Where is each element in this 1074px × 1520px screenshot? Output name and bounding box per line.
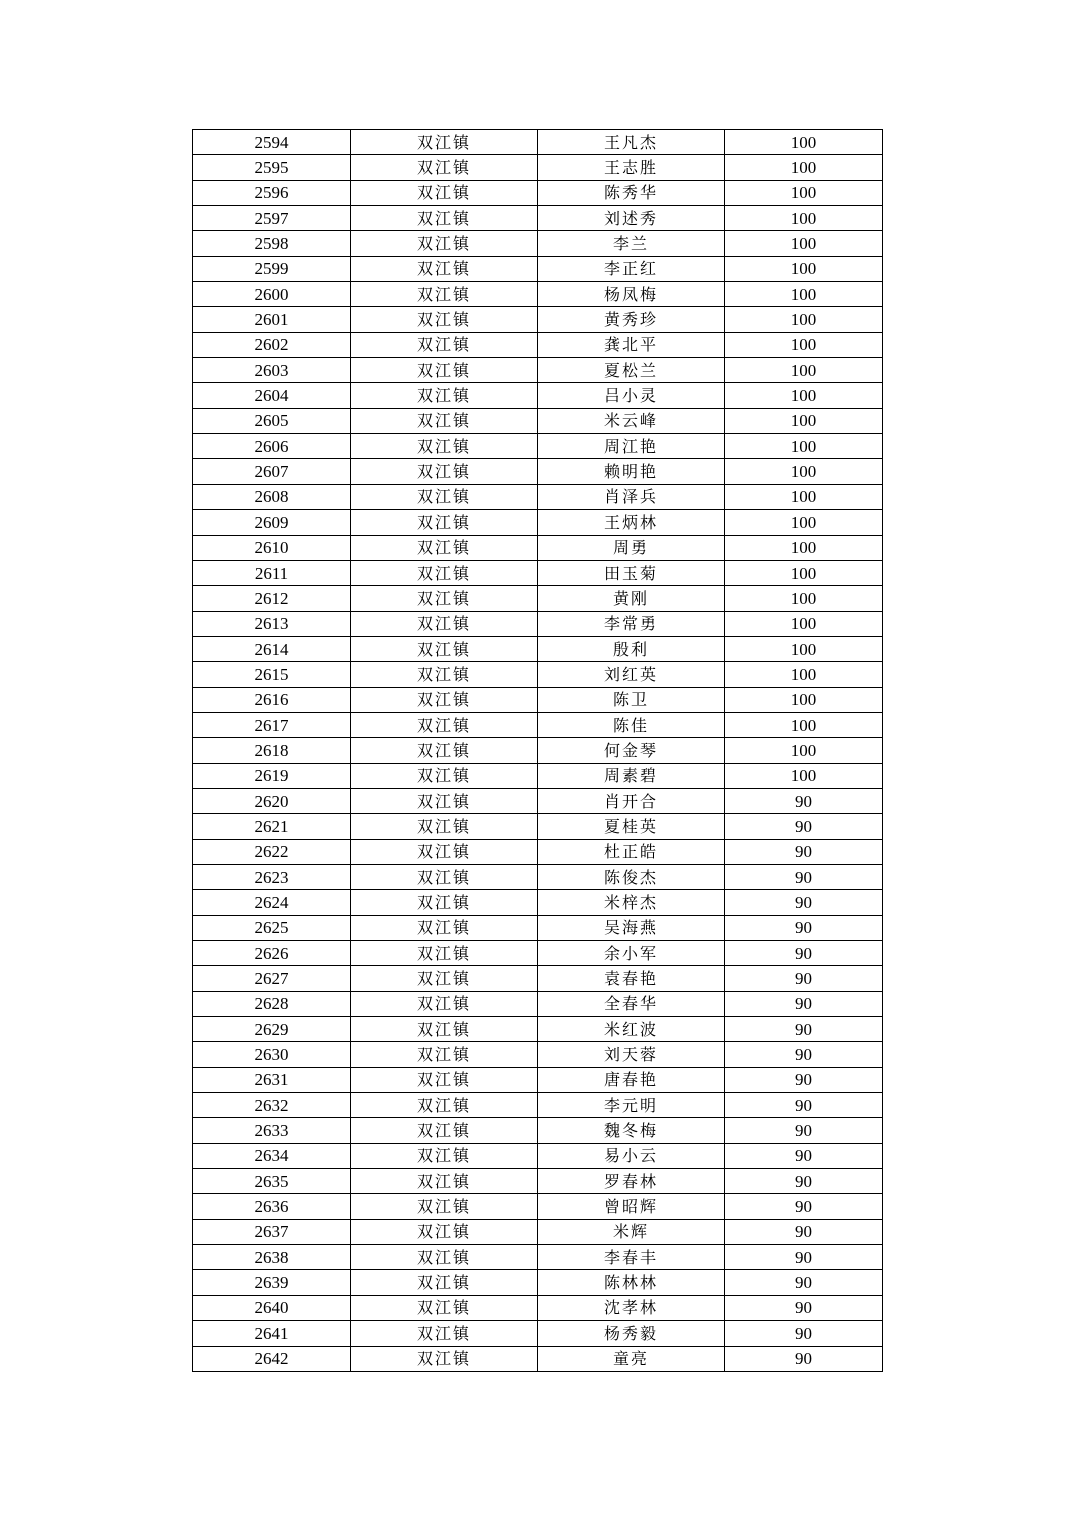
cell-amount: 100 xyxy=(725,510,883,535)
cell-number: 2603 xyxy=(193,358,351,383)
cell-town: 双江镇 xyxy=(351,1093,538,1118)
cell-amount: 90 xyxy=(725,1067,883,1092)
cell-name: 米梓杰 xyxy=(538,890,725,915)
cell-amount: 100 xyxy=(725,662,883,687)
cell-town: 双江镇 xyxy=(351,307,538,332)
cell-amount: 90 xyxy=(725,814,883,839)
table-row xyxy=(193,1194,883,1219)
cell-amount: 90 xyxy=(725,991,883,1016)
cell-amount: 90 xyxy=(725,1295,883,1320)
roster-table-body xyxy=(193,130,883,1372)
cell-name: 王凡杰 xyxy=(538,130,725,155)
cell-town: 双江镇 xyxy=(351,1270,538,1295)
cell-town: 双江镇 xyxy=(351,991,538,1016)
table-row xyxy=(193,1042,883,1067)
cell-number: 2608 xyxy=(193,484,351,509)
table-row xyxy=(193,1346,883,1371)
cell-amount: 100 xyxy=(725,383,883,408)
cell-name: 何金琴 xyxy=(538,738,725,763)
cell-number: 2640 xyxy=(193,1295,351,1320)
cell-number: 2621 xyxy=(193,814,351,839)
cell-name: 米云峰 xyxy=(538,408,725,433)
cell-number: 2632 xyxy=(193,1093,351,1118)
table-row xyxy=(193,915,883,940)
cell-town: 双江镇 xyxy=(351,1118,538,1143)
cell-name: 唐春艳 xyxy=(538,1067,725,1092)
cell-number: 2620 xyxy=(193,788,351,813)
cell-name: 龚北平 xyxy=(538,332,725,357)
table-row xyxy=(193,611,883,636)
table-row xyxy=(193,206,883,231)
cell-number: 2637 xyxy=(193,1219,351,1244)
table-row xyxy=(193,788,883,813)
cell-town: 双江镇 xyxy=(351,256,538,281)
cell-number: 2606 xyxy=(193,434,351,459)
table-row xyxy=(193,941,883,966)
cell-name: 杜正皓 xyxy=(538,839,725,864)
table-row xyxy=(193,180,883,205)
table-row xyxy=(193,839,883,864)
cell-town: 双江镇 xyxy=(351,1017,538,1042)
cell-amount: 100 xyxy=(725,231,883,256)
cell-number: 2614 xyxy=(193,636,351,661)
cell-number: 2634 xyxy=(193,1143,351,1168)
table-row xyxy=(193,864,883,889)
cell-town: 双江镇 xyxy=(351,1245,538,1270)
cell-number: 2638 xyxy=(193,1245,351,1270)
cell-name: 黄刚 xyxy=(538,586,725,611)
cell-amount: 100 xyxy=(725,206,883,231)
cell-amount: 90 xyxy=(725,839,883,864)
cell-town: 双江镇 xyxy=(351,611,538,636)
cell-town: 双江镇 xyxy=(351,788,538,813)
cell-town: 双江镇 xyxy=(351,738,538,763)
cell-name: 余小军 xyxy=(538,941,725,966)
cell-name: 赖明艳 xyxy=(538,459,725,484)
cell-town: 双江镇 xyxy=(351,408,538,433)
table-row xyxy=(193,1093,883,1118)
cell-town: 双江镇 xyxy=(351,383,538,408)
cell-number: 2642 xyxy=(193,1346,351,1371)
table-row xyxy=(193,535,883,560)
cell-name: 周江艳 xyxy=(538,434,725,459)
cell-amount: 100 xyxy=(725,484,883,509)
table-row xyxy=(193,1169,883,1194)
cell-number: 2598 xyxy=(193,231,351,256)
cell-number: 2600 xyxy=(193,282,351,307)
cell-town: 双江镇 xyxy=(351,535,538,560)
cell-town: 双江镇 xyxy=(351,839,538,864)
table-row xyxy=(193,1219,883,1244)
table-row xyxy=(193,763,883,788)
cell-amount: 100 xyxy=(725,180,883,205)
cell-town: 双江镇 xyxy=(351,206,538,231)
cell-amount: 90 xyxy=(725,1245,883,1270)
cell-town: 双江镇 xyxy=(351,662,538,687)
table-row xyxy=(193,1067,883,1092)
table-row xyxy=(193,1270,883,1295)
roster-table xyxy=(192,129,883,1372)
cell-name: 刘天蓉 xyxy=(538,1042,725,1067)
cell-name: 魏冬梅 xyxy=(538,1118,725,1143)
cell-town: 双江镇 xyxy=(351,687,538,712)
cell-amount: 90 xyxy=(725,1169,883,1194)
cell-name: 李正红 xyxy=(538,256,725,281)
cell-name: 肖泽兵 xyxy=(538,484,725,509)
cell-amount: 90 xyxy=(725,915,883,940)
cell-town: 双江镇 xyxy=(351,941,538,966)
table-row xyxy=(193,1245,883,1270)
cell-amount: 90 xyxy=(725,966,883,991)
cell-amount: 100 xyxy=(725,434,883,459)
cell-name: 李常勇 xyxy=(538,611,725,636)
cell-number: 2607 xyxy=(193,459,351,484)
table-row xyxy=(193,155,883,180)
table-row xyxy=(193,1143,883,1168)
cell-number: 2629 xyxy=(193,1017,351,1042)
cell-amount: 100 xyxy=(725,712,883,737)
cell-town: 双江镇 xyxy=(351,459,538,484)
cell-number: 2596 xyxy=(193,180,351,205)
table-row xyxy=(193,282,883,307)
table-row xyxy=(193,459,883,484)
cell-number: 2595 xyxy=(193,155,351,180)
cell-town: 双江镇 xyxy=(351,1321,538,1346)
cell-town: 双江镇 xyxy=(351,231,538,256)
cell-number: 2628 xyxy=(193,991,351,1016)
cell-name: 李春丰 xyxy=(538,1245,725,1270)
table-row xyxy=(193,662,883,687)
table-row xyxy=(193,256,883,281)
cell-town: 双江镇 xyxy=(351,1042,538,1067)
cell-amount: 100 xyxy=(725,130,883,155)
cell-amount: 90 xyxy=(725,1321,883,1346)
table-row xyxy=(193,332,883,357)
cell-number: 2641 xyxy=(193,1321,351,1346)
table-row xyxy=(193,1017,883,1042)
cell-number: 2623 xyxy=(193,864,351,889)
cell-name: 杨凤梅 xyxy=(538,282,725,307)
cell-number: 2610 xyxy=(193,535,351,560)
table-row xyxy=(193,130,883,155)
cell-amount: 100 xyxy=(725,763,883,788)
cell-amount: 90 xyxy=(725,788,883,813)
cell-amount: 90 xyxy=(725,1219,883,1244)
cell-town: 双江镇 xyxy=(351,1346,538,1371)
cell-amount: 100 xyxy=(725,332,883,357)
table-row xyxy=(193,966,883,991)
cell-amount: 100 xyxy=(725,408,883,433)
cell-town: 双江镇 xyxy=(351,890,538,915)
table-row xyxy=(193,687,883,712)
cell-name: 米红波 xyxy=(538,1017,725,1042)
cell-amount: 90 xyxy=(725,1118,883,1143)
cell-number: 2619 xyxy=(193,763,351,788)
cell-number: 2618 xyxy=(193,738,351,763)
cell-amount: 100 xyxy=(725,358,883,383)
cell-name: 田玉菊 xyxy=(538,560,725,585)
table-row xyxy=(193,434,883,459)
cell-town: 双江镇 xyxy=(351,510,538,535)
cell-name: 陈佳 xyxy=(538,712,725,737)
cell-number: 2625 xyxy=(193,915,351,940)
cell-amount: 90 xyxy=(725,1194,883,1219)
cell-name: 刘红英 xyxy=(538,662,725,687)
cell-number: 2594 xyxy=(193,130,351,155)
cell-town: 双江镇 xyxy=(351,1067,538,1092)
table-row xyxy=(193,510,883,535)
cell-name: 李元明 xyxy=(538,1093,725,1118)
cell-number: 2612 xyxy=(193,586,351,611)
cell-number: 2611 xyxy=(193,560,351,585)
cell-number: 2630 xyxy=(193,1042,351,1067)
table-row xyxy=(193,991,883,1016)
cell-number: 2605 xyxy=(193,408,351,433)
cell-name: 全春华 xyxy=(538,991,725,1016)
cell-town: 双江镇 xyxy=(351,282,538,307)
cell-name: 李兰 xyxy=(538,231,725,256)
cell-amount: 90 xyxy=(725,1093,883,1118)
cell-amount: 100 xyxy=(725,535,883,560)
cell-town: 双江镇 xyxy=(351,1219,538,1244)
cell-number: 2631 xyxy=(193,1067,351,1092)
cell-amount: 90 xyxy=(725,941,883,966)
cell-town: 双江镇 xyxy=(351,1169,538,1194)
cell-town: 双江镇 xyxy=(351,586,538,611)
cell-name: 易小云 xyxy=(538,1143,725,1168)
cell-name: 沈孝林 xyxy=(538,1295,725,1320)
cell-number: 2604 xyxy=(193,383,351,408)
cell-town: 双江镇 xyxy=(351,712,538,737)
table-row xyxy=(193,712,883,737)
cell-number: 2639 xyxy=(193,1270,351,1295)
cell-town: 双江镇 xyxy=(351,1295,538,1320)
cell-number: 2599 xyxy=(193,256,351,281)
cell-amount: 90 xyxy=(725,890,883,915)
cell-town: 双江镇 xyxy=(351,966,538,991)
cell-name: 殷利 xyxy=(538,636,725,661)
cell-number: 2624 xyxy=(193,890,351,915)
cell-number: 2627 xyxy=(193,966,351,991)
cell-name: 王志胜 xyxy=(538,155,725,180)
cell-town: 双江镇 xyxy=(351,130,538,155)
cell-town: 双江镇 xyxy=(351,332,538,357)
table-row xyxy=(193,231,883,256)
cell-town: 双江镇 xyxy=(351,180,538,205)
cell-amount: 100 xyxy=(725,282,883,307)
table-row xyxy=(193,560,883,585)
cell-name: 曾昭辉 xyxy=(538,1194,725,1219)
table-row xyxy=(193,1118,883,1143)
cell-amount: 90 xyxy=(725,1017,883,1042)
cell-name: 黄秀珍 xyxy=(538,307,725,332)
cell-amount: 100 xyxy=(725,636,883,661)
cell-amount: 100 xyxy=(725,307,883,332)
cell-name: 周素碧 xyxy=(538,763,725,788)
cell-name: 陈俊杰 xyxy=(538,864,725,889)
cell-town: 双江镇 xyxy=(351,484,538,509)
cell-number: 2615 xyxy=(193,662,351,687)
cell-number: 2609 xyxy=(193,510,351,535)
cell-number: 2622 xyxy=(193,839,351,864)
cell-amount: 90 xyxy=(725,864,883,889)
cell-name: 夏桂英 xyxy=(538,814,725,839)
cell-number: 2636 xyxy=(193,1194,351,1219)
cell-name: 罗春林 xyxy=(538,1169,725,1194)
table-row xyxy=(193,586,883,611)
cell-name: 童亮 xyxy=(538,1346,725,1371)
cell-name: 肖开合 xyxy=(538,788,725,813)
cell-name: 周勇 xyxy=(538,535,725,560)
cell-town: 双江镇 xyxy=(351,434,538,459)
cell-name: 杨秀毅 xyxy=(538,1321,725,1346)
cell-name: 刘述秀 xyxy=(538,206,725,231)
table-row xyxy=(193,484,883,509)
cell-number: 2597 xyxy=(193,206,351,231)
cell-name: 王炳林 xyxy=(538,510,725,535)
table-row xyxy=(193,738,883,763)
cell-amount: 90 xyxy=(725,1143,883,1168)
cell-name: 陈林林 xyxy=(538,1270,725,1295)
table-row xyxy=(193,358,883,383)
cell-amount: 100 xyxy=(725,560,883,585)
cell-number: 2602 xyxy=(193,332,351,357)
cell-town: 双江镇 xyxy=(351,358,538,383)
cell-town: 双江镇 xyxy=(351,915,538,940)
cell-town: 双江镇 xyxy=(351,155,538,180)
cell-town: 双江镇 xyxy=(351,636,538,661)
cell-number: 2613 xyxy=(193,611,351,636)
cell-number: 2633 xyxy=(193,1118,351,1143)
cell-name: 陈秀华 xyxy=(538,180,725,205)
cell-town: 双江镇 xyxy=(351,1194,538,1219)
table-row xyxy=(193,307,883,332)
cell-amount: 100 xyxy=(725,155,883,180)
cell-amount: 100 xyxy=(725,256,883,281)
cell-number: 2601 xyxy=(193,307,351,332)
cell-name: 夏松兰 xyxy=(538,358,725,383)
cell-town: 双江镇 xyxy=(351,560,538,585)
cell-town: 双江镇 xyxy=(351,1143,538,1168)
table-row xyxy=(193,814,883,839)
cell-town: 双江镇 xyxy=(351,763,538,788)
cell-town: 双江镇 xyxy=(351,814,538,839)
cell-number: 2617 xyxy=(193,712,351,737)
cell-amount: 100 xyxy=(725,611,883,636)
cell-amount: 100 xyxy=(725,738,883,763)
cell-name: 吴海燕 xyxy=(538,915,725,940)
table-row xyxy=(193,636,883,661)
cell-name: 陈卫 xyxy=(538,687,725,712)
cell-town: 双江镇 xyxy=(351,864,538,889)
cell-amount: 90 xyxy=(725,1270,883,1295)
cell-amount: 90 xyxy=(725,1042,883,1067)
table-row xyxy=(193,1321,883,1346)
cell-name: 袁春艳 xyxy=(538,966,725,991)
cell-number: 2635 xyxy=(193,1169,351,1194)
cell-amount: 90 xyxy=(725,1346,883,1371)
cell-amount: 100 xyxy=(725,687,883,712)
cell-amount: 100 xyxy=(725,586,883,611)
table-row xyxy=(193,890,883,915)
cell-name: 吕小灵 xyxy=(538,383,725,408)
cell-number: 2626 xyxy=(193,941,351,966)
cell-name: 米辉 xyxy=(538,1219,725,1244)
table-row xyxy=(193,383,883,408)
table-row xyxy=(193,1295,883,1320)
cell-amount: 100 xyxy=(725,459,883,484)
table-row xyxy=(193,408,883,433)
cell-number: 2616 xyxy=(193,687,351,712)
